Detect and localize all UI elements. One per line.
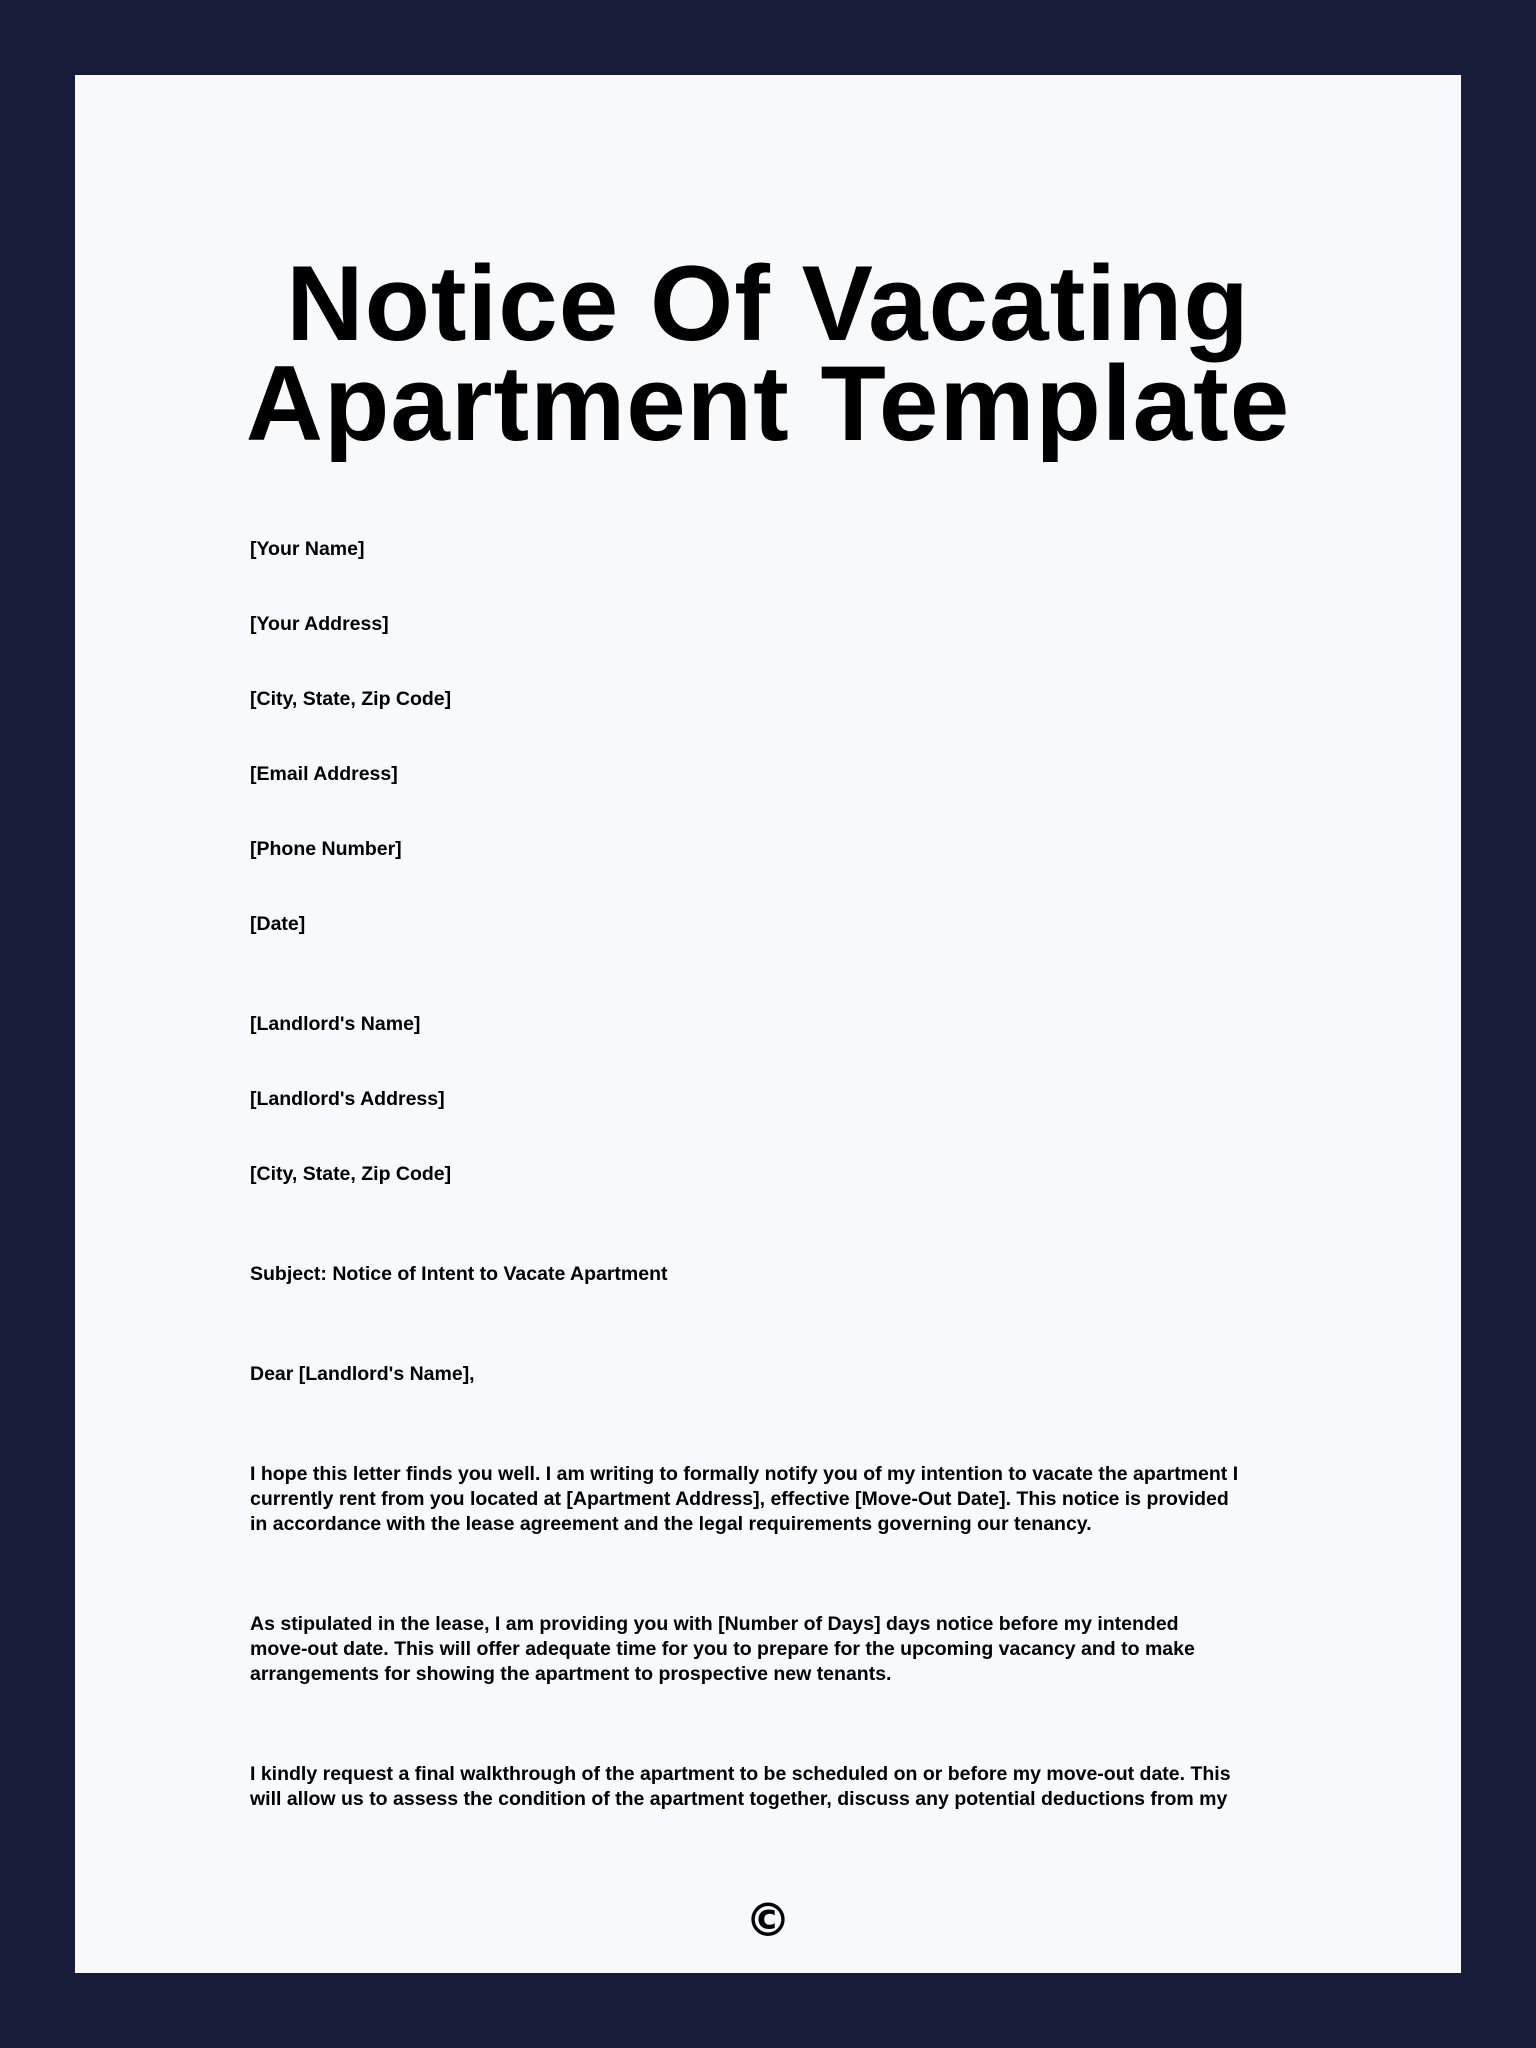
paragraph-2 (250, 1612, 1360, 1687)
sender-name: [Your Name] (250, 538, 365, 560)
paragraph-2-line: As stipulated in the lease, I am providing you with [Number of Days] days notice before my intended (250, 1613, 1179, 1635)
sender-address: [Your Address] (250, 613, 389, 635)
sender-email: [Email Address] (250, 763, 398, 785)
copyright-icon: © (745, 1893, 791, 1947)
landlord-city-state-zip: [City, State, Zip Code] (250, 1163, 452, 1185)
letter-body (250, 537, 1360, 1812)
paragraph-1-line: I hope this letter finds you well. I am writing to formally notify you of my intention to vacate the apartment I (250, 1463, 1239, 1485)
paragraph-1-line: in accordance with the lease agreement and the legal requirements governing our tenancy. (250, 1513, 1092, 1535)
sender-city-state-zip: [City, State, Zip Code] (250, 688, 452, 710)
recipient-block (250, 1012, 1360, 1187)
paragraph-1 (250, 1462, 1360, 1537)
subject-line: Subject: Notice of Intent to Vacate Apartment (250, 1263, 668, 1285)
sender-block (250, 537, 1360, 937)
salutation: Dear [Landlord's Name], (250, 1363, 475, 1385)
paragraph-2-line: move-out date. This will offer adequate time for you to prepare for the upcoming vacancy and to make (250, 1638, 1195, 1660)
paragraph-3 (250, 1762, 1360, 1812)
landlord-name: [Landlord's Name] (250, 1013, 421, 1035)
paragraph-2-line: arrangements for showing the apartment to prospective new tenants. (250, 1663, 892, 1685)
paragraph-3-line: I kindly request a final walkthrough of the apartment to be scheduled on or before my move-out date. This (250, 1763, 1231, 1785)
title-line-1: Notice Of Vacating (286, 243, 1250, 363)
letter-date: [Date] (250, 913, 306, 935)
landlord-address: [Landlord's Address] (250, 1088, 445, 1110)
sender-phone: [Phone Number] (250, 838, 402, 860)
document-page (75, 75, 1461, 1973)
document-title (75, 243, 1461, 463)
paragraph-1-line: currently rent from you located at [Apartment Address], effective [Move-Out Date]. This notice is provided (250, 1488, 1229, 1510)
title-line-2: Apartment Template (245, 343, 1291, 463)
paragraph-3-line: will allow us to assess the condition of the apartment together, discuss any potential deductions from my (250, 1788, 1228, 1810)
